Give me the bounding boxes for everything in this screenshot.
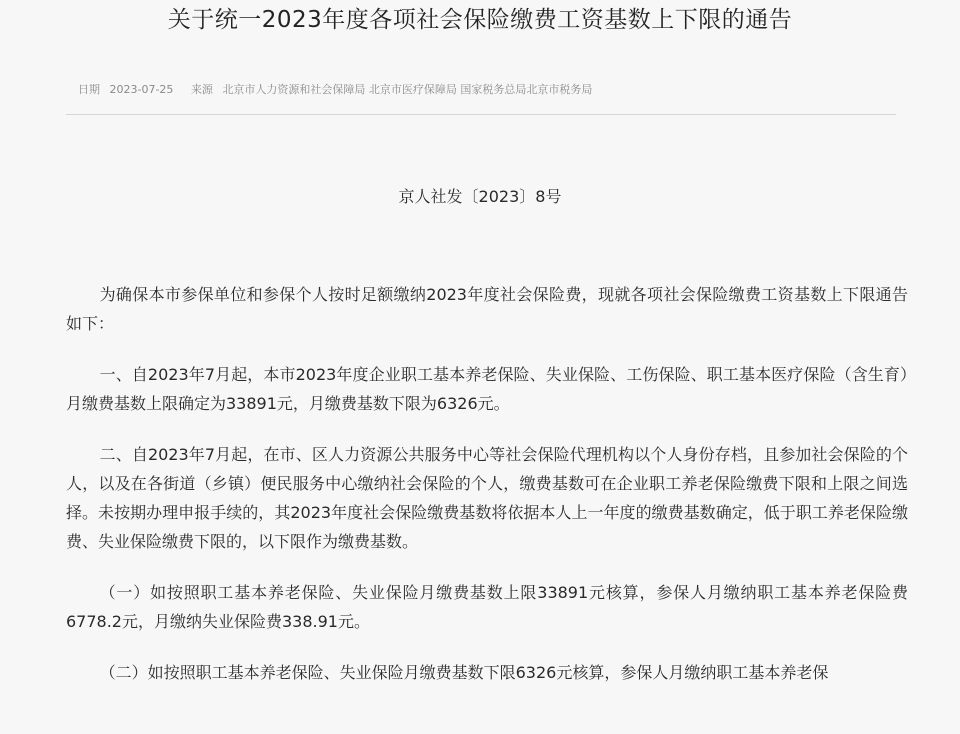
notice-body (66, 280, 908, 709)
paragraph-subitem-2: （二）如按照职工基本养老保险、失业保险月缴费基数下限6326元核算，参保人月缴纳职工基本养老保 (99, 663, 829, 682)
paragraph-subitem-1: （一）如按照职工基本养老保险、失业保险月缴费基数上限33891元核算，参保人月缴纳职工基本养老保险费6778.2元，月缴纳失业保险费338.91元。 (66, 583, 908, 631)
notice-meta (78, 80, 598, 100)
source-agencies: 北京市人力资源和社会保障局 北京市医疗保障局 国家税务总局北京市税务局 (222, 83, 593, 96)
header-divider (66, 114, 896, 115)
notice-title: 关于统一2023年度各项社会保险缴费工资基数上下限的通告 (167, 7, 793, 33)
date-label: 日期 (78, 83, 100, 96)
source-label: 来源 (190, 83, 213, 96)
paragraph-item-1: 一、自2023年7月起，本市2023年度企业职工基本养老保险、失业保险、工伤保险、职工基本医疗保险（含生育）月缴费基数上限确定为33891元，月缴费基数下限为6326元。 (66, 365, 908, 413)
publish-date: 2023-07-25 (109, 83, 174, 96)
paragraph-intro: 为确保本市参保单位和参保个人按时足额缴纳2023年度社会保险费，现就各项社会保险缴费工资基数上下限通告如下： (66, 285, 908, 333)
document-number: 京人社发〔2023〕8号 (398, 187, 562, 206)
paragraph-item-2: 二、自2023年7月起，在市、区人力资源公共服务中心等社会保险代理机构以个人身份存档，且参加社会保险的个人，以及在各街道（乡镇）便民服务中心缴纳社会保险的个人，缴费基数可在企业职工养老保险缴费下限和上限之间选择。未按期办理申报手续的，其2023年度社会保险缴费基数将依据本人上一年度的缴费基数确定，低于职工养老保险缴费、失业保险缴费下限的，以下限作为缴费基数。 (66, 445, 908, 551)
